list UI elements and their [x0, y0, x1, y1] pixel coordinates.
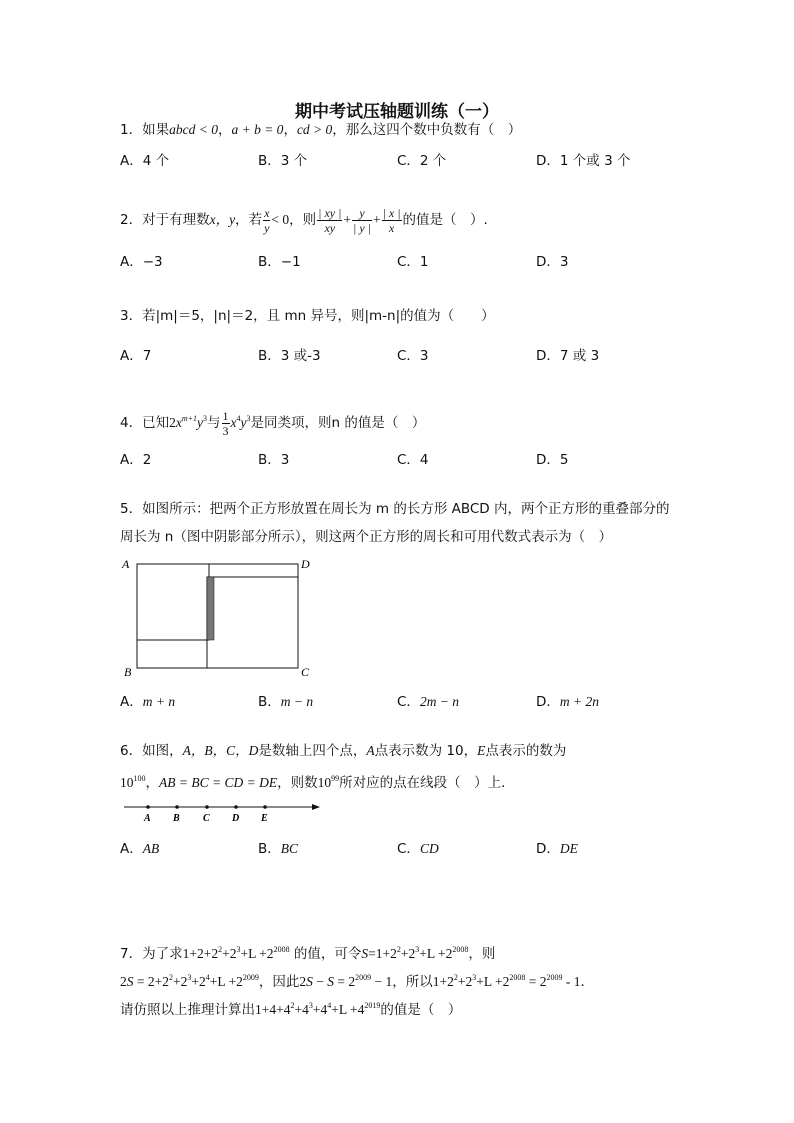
q5-option-d[interactable]: D．m + 2n	[536, 694, 600, 710]
point-b	[175, 805, 179, 809]
question-1: 1．如果abcd < 0，a + b = 0，cd > 0，那么这四个数中负数有（ ）	[120, 122, 522, 138]
axis-label-a: A	[144, 813, 151, 824]
q3-option-a[interactable]: A．7	[120, 348, 152, 364]
q3-option-b[interactable]: B．3 或-3	[258, 348, 321, 364]
label-b: B	[124, 665, 132, 679]
q6-option-c[interactable]: C．CD	[397, 841, 439, 857]
point-e	[263, 805, 267, 809]
q5-option-b[interactable]: B．m − n	[258, 694, 314, 710]
fraction-one-third: $\frac{1}{3}$	[222, 408, 229, 438]
right-square	[207, 577, 298, 668]
point-d	[234, 805, 238, 809]
q6-option-a[interactable]: A．AB	[120, 841, 160, 857]
two-squares-figure	[118, 552, 318, 680]
axis-label-c: C	[203, 813, 210, 824]
page-title: 期中考试压轴题训练（一）	[295, 102, 499, 122]
axis-label-e: E	[261, 813, 268, 824]
left-square	[137, 564, 209, 640]
point-a	[146, 805, 150, 809]
axis-arrow-icon	[312, 804, 320, 810]
question-6-line-1: 6．如图，A，B，C，D是数轴上四个点，A点表示数为 10，E点表示的数为	[120, 743, 567, 759]
label-c: C	[301, 665, 310, 679]
question-5-line-2: 周长为 n（图中阴影部分所示），则这两个正方形的周长和可用代数式表示为（ ）	[120, 529, 613, 545]
rectangle-abcd	[137, 564, 298, 668]
q1-option-c[interactable]: C．2 个	[397, 153, 447, 169]
q3-option-c[interactable]: C．3	[397, 348, 429, 364]
question-2: 2．对于有理数x，y，若 $\frac{x}{y}$ < 0，则 $\frac{| xy |}{xy}$ + $\frac{y}{| y |}$ + $\frac{| x |}{x}$ 的值是（ ）.	[120, 205, 488, 235]
question-6-line-2: $10^{100}$，AB = BC = CD = DE，则数$10^{99}$所对应的点在线段（ ）上．	[120, 774, 515, 791]
fraction-abs-xy: $\frac{| xy |}{xy}$	[318, 205, 342, 235]
overlap-shaded-region	[207, 577, 214, 640]
q1-option-a[interactable]: A．4 个	[120, 153, 170, 169]
q4-option-b[interactable]: B．3	[258, 452, 290, 468]
axis-label-b: B	[173, 813, 180, 824]
fraction-y-abs-y: $\frac{y}{| y |}$	[353, 205, 371, 235]
q2-option-d[interactable]: D．3	[536, 254, 569, 270]
question-7-line-1: 7．为了求$1+2+2^2+2^3+L +2^{2008}$ 的值，可令$S=1+2^2+2^3+L +2^{2008}$，则	[120, 945, 496, 962]
q1-option-b[interactable]: B．3 个	[258, 153, 308, 169]
question-4: 4．已知$2x^{m+1}y^3$与 $\frac{1}{3}$ $x^4y^3$是同类项，则n 的值是（ ）	[120, 408, 426, 438]
q1-option-d[interactable]: D．1 个或 3 个	[536, 153, 631, 169]
q2-option-b[interactable]: B．−1	[258, 254, 301, 270]
q5-option-a[interactable]: A．m + n	[120, 694, 176, 710]
q4-option-c[interactable]: C．4	[397, 452, 429, 468]
q2-option-c[interactable]: C．1	[397, 254, 429, 270]
q3-option-d[interactable]: D．7 或 3	[536, 348, 600, 364]
question-7-line-3: 请仿照以上推理计算出$1+4+4^2+4^3+4^4+L +4^{2019}$的值是（ ）	[120, 1001, 462, 1018]
fraction-x-over-y: $\frac{x}{y}$	[264, 205, 270, 235]
point-c	[205, 805, 209, 809]
q6-option-b[interactable]: B．BC	[258, 841, 299, 857]
axis-label-d: D	[232, 813, 240, 824]
label-a: A	[122, 557, 130, 571]
q4-option-a[interactable]: A．2	[120, 452, 152, 468]
number-line-figure	[120, 797, 325, 825]
q5-option-c[interactable]: C．2m − n	[397, 694, 460, 710]
question-5-line-1: 5．如图所示：把两个正方形放置在周长为 m 的长方形 ABCD 内，两个正方形的重叠部分的	[120, 501, 670, 517]
label-d: D	[301, 557, 310, 571]
q4-option-d[interactable]: D．5	[536, 452, 569, 468]
question-7-line-2: $2S = 2+2^2+2^3+2^4+L +2^{2009}$，因此$2S - S = 2^{2009} - 1$，所以$1+2^2+2^3+L +2^{2008} = 2^{2009} - 1$．	[120, 973, 594, 990]
q6-option-d[interactable]: D．DE	[536, 841, 578, 857]
question-3: 3．若|m|＝5，|n|＝2，且 mn 异号，则|m-n|的值为（ ）	[120, 308, 495, 324]
fraction-abs-x-x: $\frac{| x |}{x}$	[382, 205, 401, 235]
q2-option-a[interactable]: A．−3	[120, 254, 163, 270]
